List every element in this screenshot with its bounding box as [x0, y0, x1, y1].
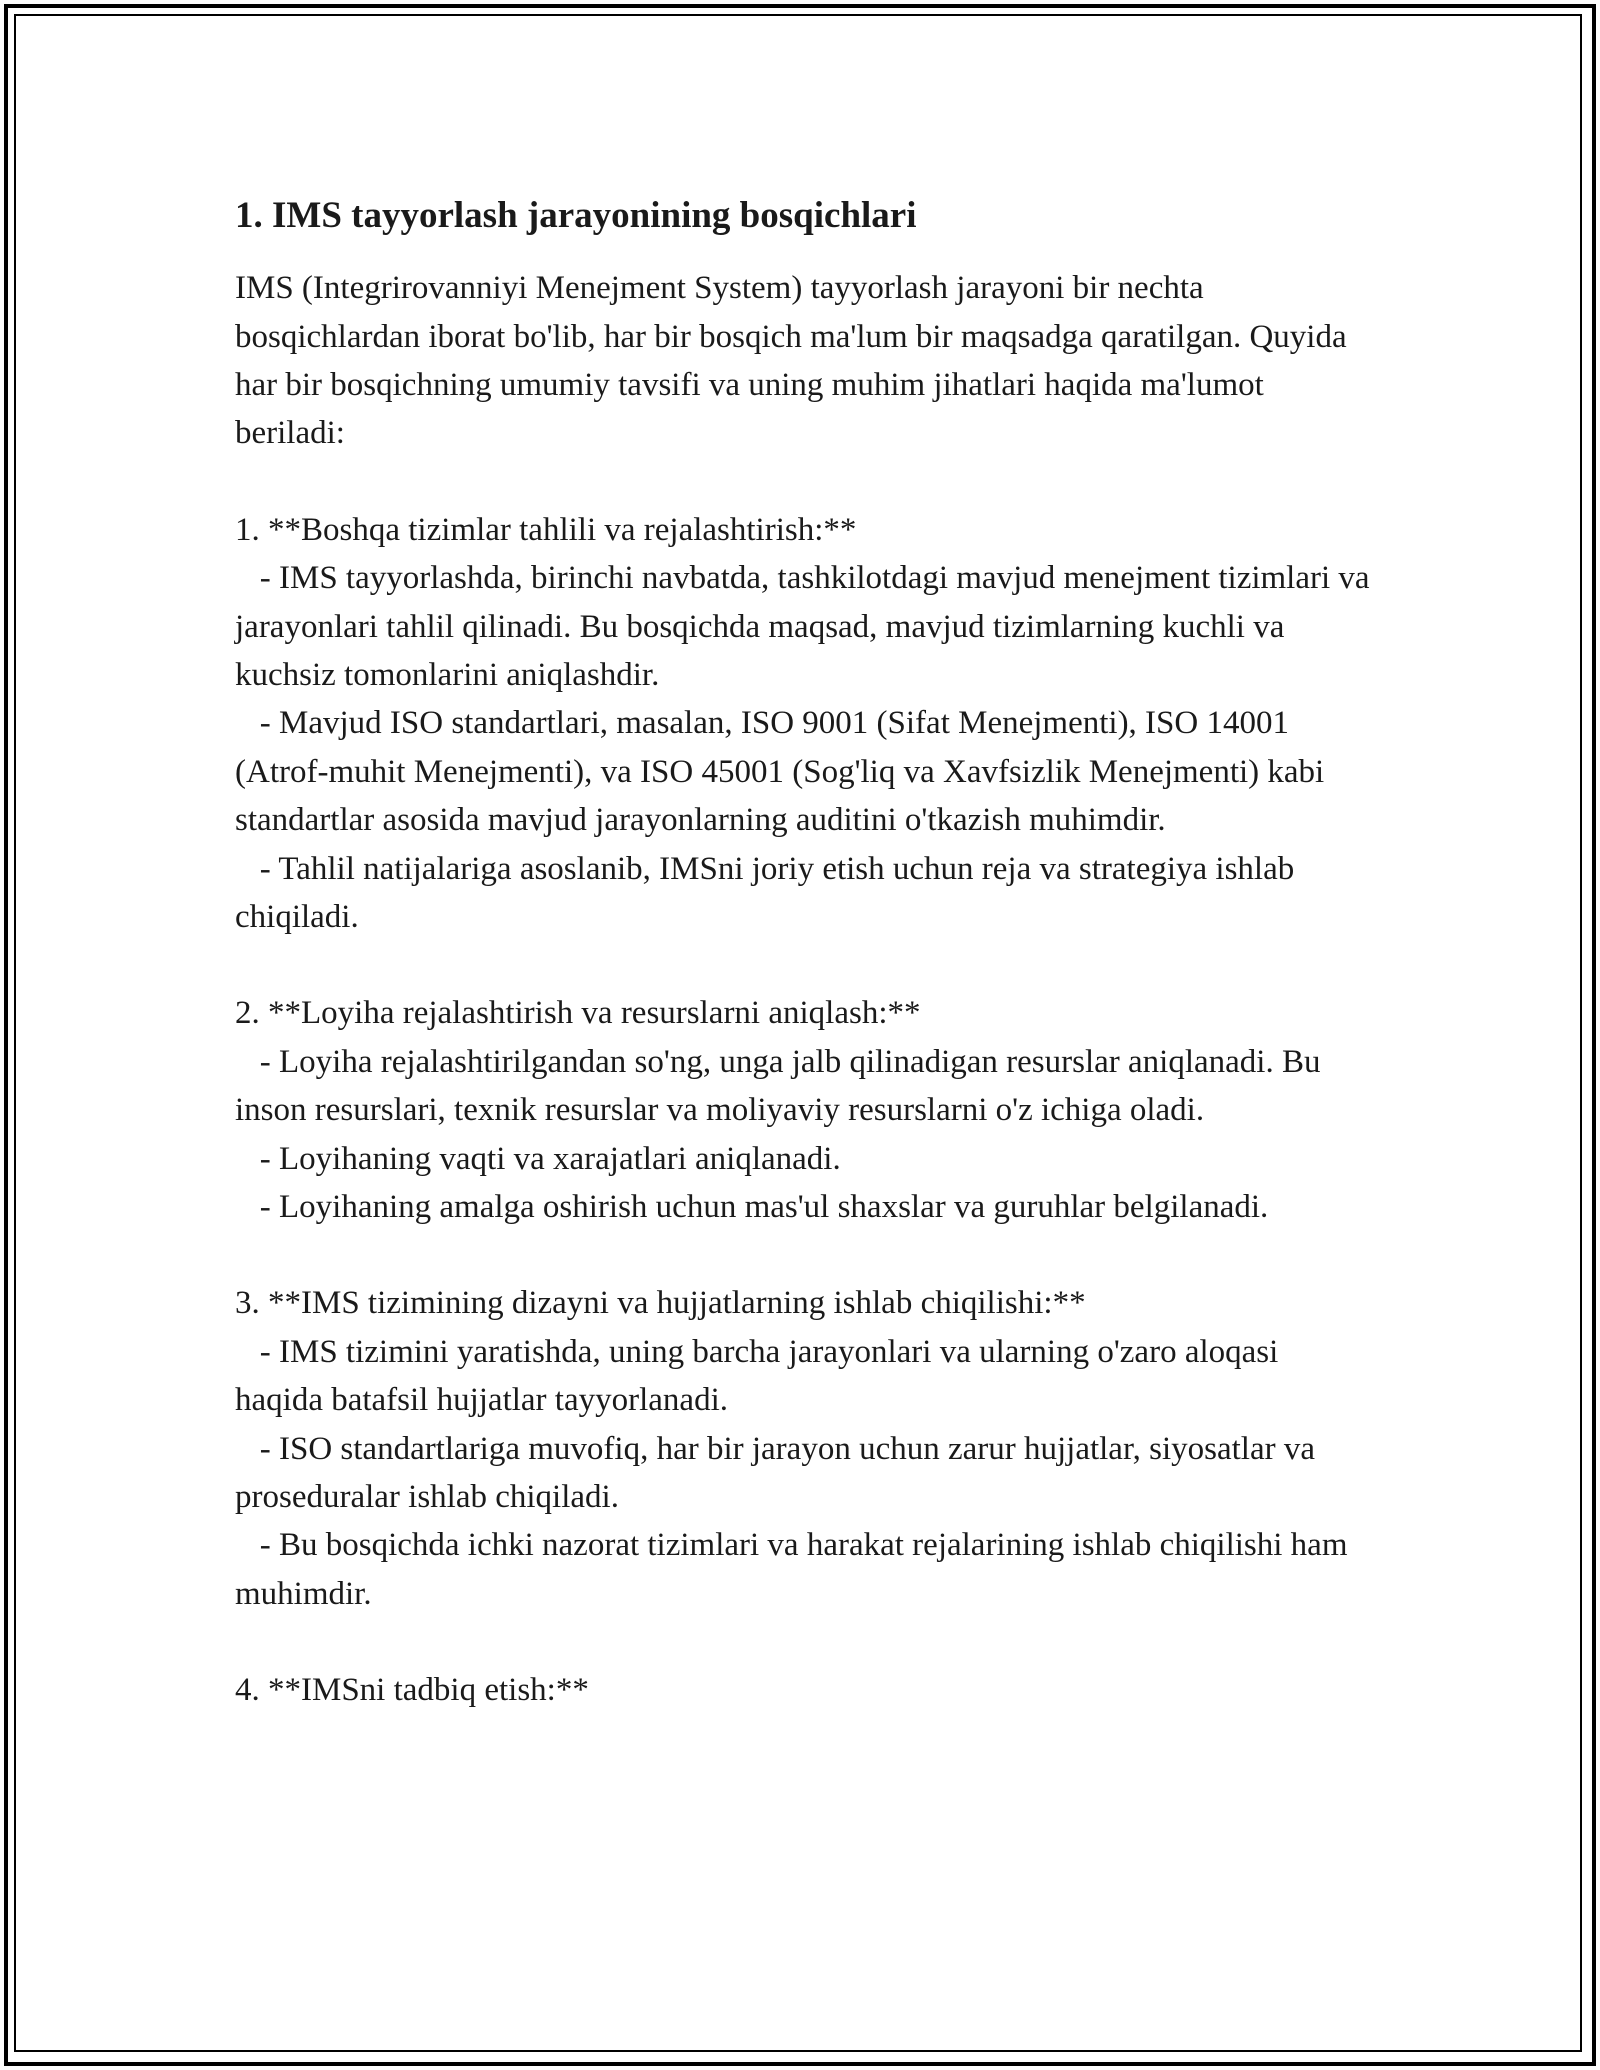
list-item: - Bu bosqichda ichki nazorat tizimlari va harakat rejalarining ishlab chiqilishi ham muhimdir.: [235, 1527, 1356, 1612]
list-item: - Loyihaning amalga oshirish uchun mas'ul shaxslar va guruhlar belgilanadi.: [235, 1189, 1269, 1225]
document-body: [235, 180, 1378, 1715]
list-item: - IMS tizimini yaratishda, uning barcha jarayonlari va ularning o'zaro aloqasi haqida batafsil hujjatlar tayyorlanadi.: [235, 1333, 1287, 1419]
list-item: - ISO standartlariga muvofiq, har bir jarayon uchun zarur hujjatlar, siyosatlar va proseduralar ishlab chiqiladi.: [235, 1430, 1324, 1516]
list-item: - Loyihaning vaqti va xarajatlari aniqlanadi.: [235, 1140, 841, 1177]
list-item: - Tahlil natijalariga asoslanib, IMSni joriy etish uchun reja va strategiya ishlab chiqiladi.: [235, 850, 1303, 935]
document-title: 1. IMS tayyorlash jarayonining bosqichlari: [235, 195, 917, 236]
section-heading: 3. **IMS tizimining dizayni va hujjatlarning ishlab chiqilishi:**: [235, 1285, 1086, 1322]
intro-paragraph: IMS (Integrirovanniyi Menejment System) tayyorlash jarayoni bir nechta bosqichlardan iborat bo'lib, har bir bosqich ma'lum bir maqsadga qaratilgan. Quyida har bir bosqichning umumiy tavsifi va uning muhim jihatlari haqida ma'lumot beriladi:: [235, 270, 1355, 452]
section-heading: 4. **IMSni tadbiq etish:**: [235, 1672, 589, 1709]
section-heading: 1. **Boshqa tizimlar tahlili va rejalashtirish:**: [235, 511, 857, 548]
section-2: [235, 989, 1370, 1231]
list-item: - Mavjud ISO standartlari, masalan, ISO 9001 (Sifat Menejmenti), ISO 14001 (Atrof-muhit Menejmenti), va ISO 45001 (Sog'liq va Xavfsizlik Menejmenti) kabi standartlar asosida mavjud jarayonlarning auditini o'tkazish muhimdir.: [235, 705, 1333, 839]
section-4: [235, 1666, 1370, 1714]
section-3: [235, 1279, 1370, 1618]
list-item: - IMS tayyorlashda, birinchi navbatda, tashkilotdagi mavjud menejment tizimlari va jarayonlari tahlil qilinadi. Bu bosqichda maqsad, mavjud tizimlarning kuchli va kuchsiz tomonlarini aniqlashdir.: [235, 560, 1378, 693]
list-item: - Loyiha rejalashtirilgandan so'ng, unga jalb qilinadigan resurslar aniqlanadi. Bu inson resurslari, texnik resurslar va moliyaviy resurslarni o'z ichiga oladi.: [235, 1043, 1329, 1129]
section-heading: 2. **Loyiha rejalashtirish va resurslarni aniqlash:**: [235, 995, 921, 1032]
section-1: [235, 506, 1378, 942]
